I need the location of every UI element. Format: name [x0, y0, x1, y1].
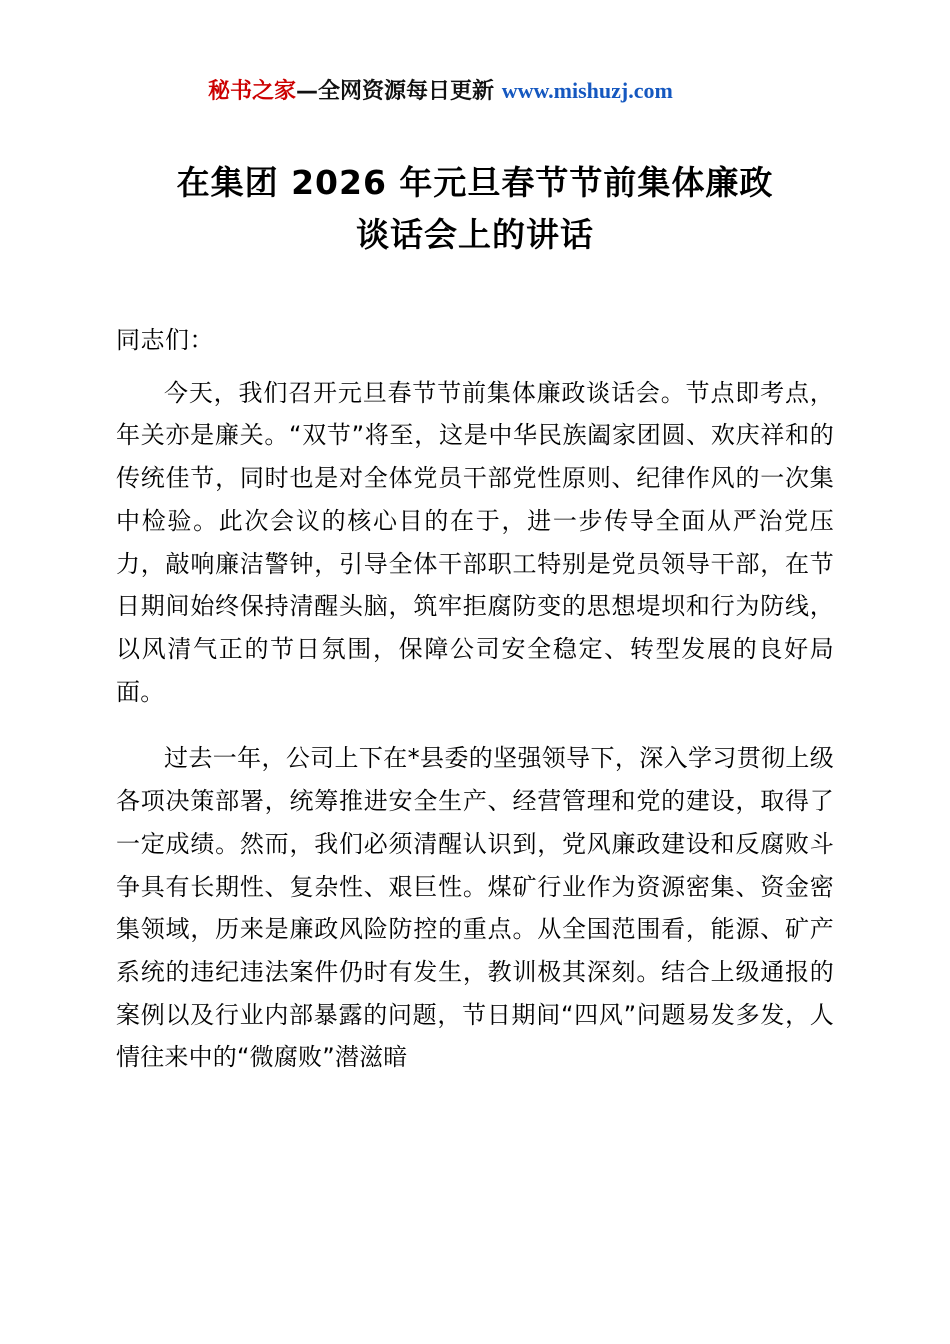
watermark-brand: 秘书之家: [208, 78, 297, 104]
body-paragraph: 过去一年，公司上下在*县委的坚强领导下，深入学习贯彻上级各项决策部署，统筹推进安全生产、经营管理和党的建设，取得了一定成绩。然而，我们必须清醒认识到，党风廉政建设和反腐败斗争具有长期性、复杂性、艰巨性。煤矿行业作为资源密集、资金密集领域，历来是廉政风险防控的重点。从全国范围看，能源、矿产系统的违纪违法案件仍时有发生，教训极其深刻。结合上级通报的案例以及行业内部暴露的问题，节日期间“四风”问题易发多发，人情往来中的“微腐败”潜滋暗: [116, 744, 834, 1072]
page-title: 在集团 2026 年元旦春节节前集体廉政谈话会上的讲话: [176, 163, 774, 254]
body-paragraph: 今天，我们召开元旦春节节前集体廉政谈话会。节点即考点，年关亦是廉关。“双节”将至，这是中华民族阖家团圆、欢庆祥和的传统佳节，同时也是对全体党员干部党性原则、纪律作风的一次集中检验。此次会议的核心目的在于，进一步传导全面从严治党压力，敲响廉洁警钟，引导全体干部职工特别是党员领导干部，在节日期间始终保持清醒头脑，筑牢拒腐防变的思想堤坝和行为防线，以风清气正的节日氛围，保障公司安全稳定、转型发展的良好局面。: [116, 378, 834, 706]
site-watermark: [208, 78, 834, 105]
watermark-tagline: —全网资源每日更新: [296, 79, 502, 104]
watermark-url[interactable]: www.mishuzj.com: [501, 78, 673, 103]
salutation: 同志们：: [116, 325, 214, 354]
